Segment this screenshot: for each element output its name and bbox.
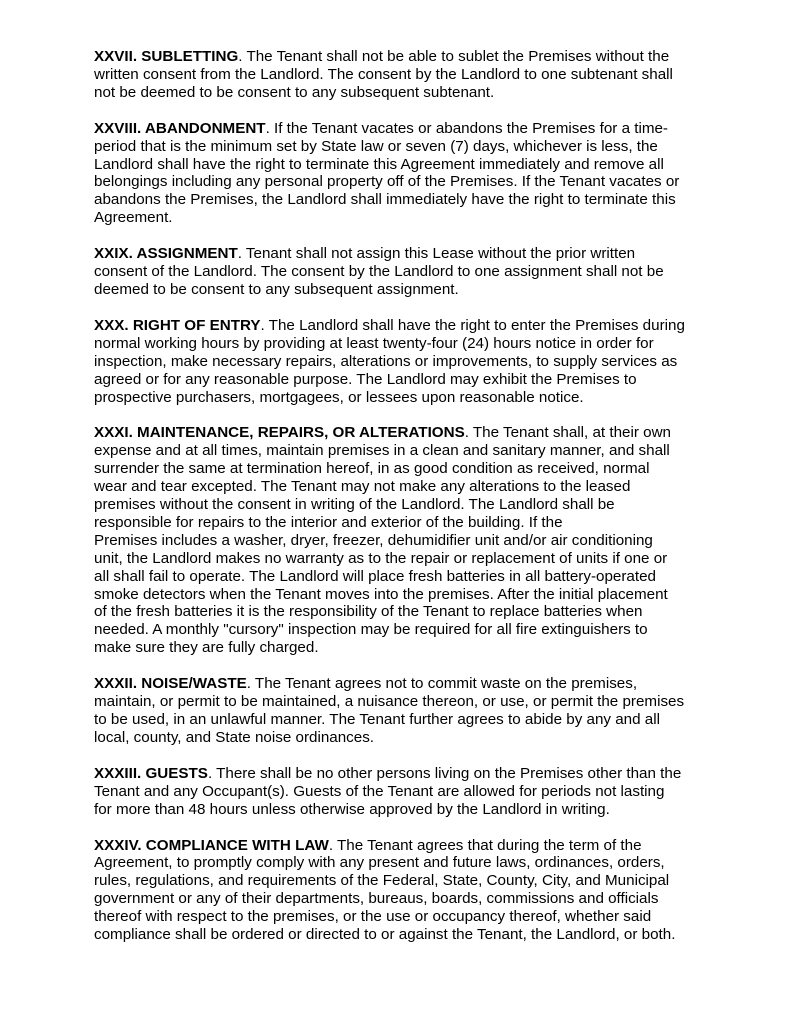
section-subletting xyxy=(94,48,706,102)
section-line: needed. A monthly "cursory" inspection may be required for all fire extinguishers to xyxy=(94,621,648,639)
section-heading: XXXII. NOISE/WASTE xyxy=(94,675,247,693)
section-line: Premises includes a washer, dryer, freezer, dehumidifier unit and/or air conditioning xyxy=(94,531,653,549)
section-line: normal working hours by providing at least twenty-four (24) hours notice in order for xyxy=(94,334,654,352)
section-line: local, county, and State noise ordinances. xyxy=(94,728,375,746)
section-heading: XXVII. SUBLETTING xyxy=(94,48,239,65)
section-line: consent of the Landlord. The consent by the Landlord to one assignment shall not be xyxy=(94,263,664,281)
section-line: surrender the same at termination hereof, in as good condition as received, normal xyxy=(94,460,650,478)
section-line: Agreement, to promptly comply with any present and future laws, ordinances, orders, xyxy=(94,854,665,872)
section-line: smoke detectors when the Tenant moves into the premises. After the initial placement xyxy=(94,585,668,603)
section-line: all shall fail to operate. The Landlord will place fresh batteries in all battery-operated xyxy=(94,567,656,585)
section-compliance-with-law xyxy=(94,837,706,944)
section-text: . There shall be no other persons living on the Premises other than the xyxy=(207,764,682,782)
section-line: premises without the consent in writing of the Landlord. The Landlord shall be xyxy=(94,496,615,514)
section-line: Landlord shall have the right to terminate this Agreement immediately and remove all xyxy=(94,155,664,173)
section-line: government or any of their departments, bureaus, boards, commissions and officials xyxy=(94,890,659,908)
section-line: Agreement. xyxy=(94,209,173,227)
section-right-of-entry xyxy=(94,317,706,407)
section-line: agreed or for any reasonable purpose. The Landlord may exhibit the Premises to xyxy=(94,370,637,388)
section-line: of the fresh batteries it is the responsibility of the Tenant to replace batteries when xyxy=(94,603,643,621)
section-heading: XXX. RIGHT OF ENTRY xyxy=(94,316,261,334)
section-maintenance xyxy=(94,424,706,657)
section-first-line xyxy=(94,317,706,335)
section-heading: XXXI. MAINTENANCE, REPAIRS, OR ALTERATIONS xyxy=(94,424,465,442)
section-line: unit, the Landlord makes no warranty as to the repair or replacement of units if one or xyxy=(94,549,668,567)
section-line: not be deemed to be consent to any subsequent subtenant. xyxy=(94,83,495,101)
section-noise-waste xyxy=(94,675,706,747)
section-line: responsible for repairs to the interior and exterior of the building. If the xyxy=(94,513,563,531)
section-line: period that is the minimum set by State law or seven (7) days, whichever is less, the xyxy=(94,137,658,155)
section-heading: XXIX. ASSIGNMENT xyxy=(94,245,238,263)
section-text: . The Tenant shall not be able to sublet the Premises without the xyxy=(238,48,670,65)
section-line: maintain, or permit to be maintained, a nuisance thereon, or use, or permit the premises xyxy=(94,693,685,711)
section-text: . The Tenant agrees not to commit waste on the premises, xyxy=(246,675,638,693)
section-first-line xyxy=(94,120,706,138)
section-line: wear and tear excepted. The Tenant may not make any alterations to the leased xyxy=(94,478,631,496)
section-heading: XXVIII. ABANDONMENT xyxy=(94,119,266,137)
section-text: . The Landlord shall have the right to enter the Premises during xyxy=(260,316,685,334)
section-line: written consent from the Landlord. The consent by the Landlord to one subtenant shall xyxy=(94,65,673,83)
section-text: . Tenant shall not assign this Lease without the prior written xyxy=(237,245,636,263)
section-line: Tenant and any Occupant(s). Guests of the Tenant are allowed for periods not lasting xyxy=(94,782,665,800)
section-line: rules, regulations, and requirements of the Federal, State, County, City, and Municipal xyxy=(94,872,670,890)
section-abandonment xyxy=(94,120,706,227)
section-line: expense and at all times, maintain premises in a clean and sanitary manner, and shall xyxy=(94,442,670,460)
section-first-line xyxy=(94,765,706,783)
section-line: for more than 48 hours unless otherwise approved by the Landlord in writing. xyxy=(94,800,610,818)
section-line: compliance shall be ordered or directed to or against the Tenant, the Landlord, or both. xyxy=(94,926,676,944)
document-page xyxy=(94,48,706,962)
section-line: belongings including any personal property off of the Premises. If the Tenant vacates or xyxy=(94,173,680,191)
section-assignment xyxy=(94,245,706,299)
section-guests xyxy=(94,765,706,819)
section-first-line xyxy=(94,675,706,693)
section-line: deemed to be consent to any subsequent assignment. xyxy=(94,280,459,298)
section-first-line xyxy=(94,48,706,66)
section-line: make sure they are fully charged. xyxy=(94,639,319,657)
section-text: . If the Tenant vacates or abandons the Premises for a time- xyxy=(265,119,668,137)
section-first-line xyxy=(94,245,706,263)
section-line: inspection, make necessary repairs, alterations or improvements, to supply services as xyxy=(94,352,678,370)
section-text: . The Tenant shall, at their own xyxy=(464,424,672,442)
section-line: abandons the Premises, the Landlord shall immediately have the right to terminate this xyxy=(94,191,676,209)
section-line: to be used, in an unlawful manner. The Tenant further agrees to abide by any and all xyxy=(94,711,660,728)
section-first-line xyxy=(94,424,706,442)
section-line: thereof with respect to the premises, or the use or occupancy thereof, whether said xyxy=(94,908,652,926)
section-first-line xyxy=(94,837,706,855)
section-heading: XXXIII. GUESTS xyxy=(94,764,208,782)
section-heading: XXXIV. COMPLIANCE WITH LAW xyxy=(94,836,329,854)
section-line: prospective purchasers, mortgagees, or lessees upon reasonable notice. xyxy=(94,388,584,406)
section-text: . The Tenant agrees that during the term of the xyxy=(328,836,642,854)
